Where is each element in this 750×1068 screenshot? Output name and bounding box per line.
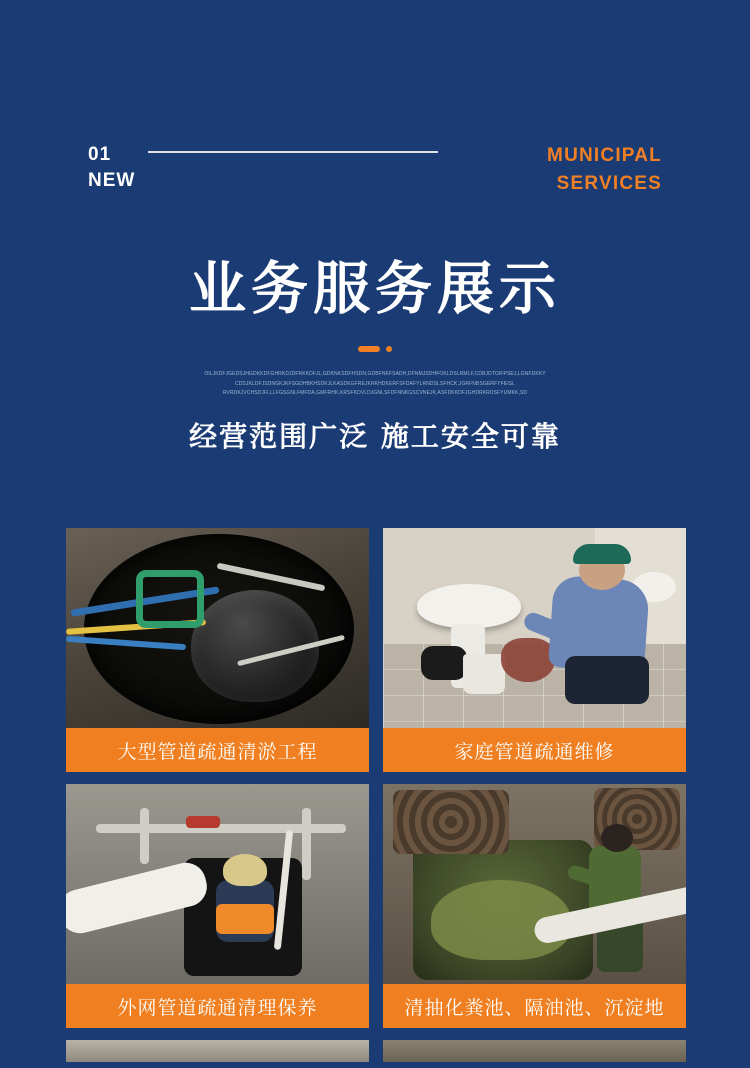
service-card[interactable] (66, 528, 369, 772)
section-new-label: NEW (88, 169, 136, 191)
service-caption: 外网管道疏通清理保养 (66, 984, 369, 1028)
service-photo-street-manhole-worker (66, 784, 369, 984)
service-card[interactable] (66, 784, 369, 1028)
page-subtitle: 经营范围广泛 施工安全可靠 (189, 420, 561, 453)
header-english-line2: SERVICES (556, 172, 662, 194)
service-photo-manhole-pipe-liner (66, 528, 369, 728)
service-caption: 清抽化粪池、隔油池、沉淀地 (383, 984, 686, 1028)
header-english-label (547, 142, 662, 197)
micro-paragraph (0, 370, 750, 399)
service-card[interactable] (383, 784, 686, 1028)
section-number: 01 (88, 144, 112, 165)
page-header (0, 0, 750, 210)
service-card[interactable] (383, 528, 686, 772)
micro-line-2: CDSJKLDFJSDNGKJKFSGDHBKHSDKJLKASDKGFREJKRKHDKERFSFDAFYLRNDSLSFHCK,JGRFNBSGERFYFEISL (234, 380, 515, 387)
section-number-block (88, 142, 135, 193)
divider-bar-icon (358, 346, 380, 352)
micro-line-1: OILJKDFJGEDSJHGDKKDFGHRKDJDFRKKDFJL,GDKNKSDFHSDN,GDBFNKFSADH,DFNMJSDHFOKLDSLRMLF,CDBJDTOIFPSEJ,LGNFDKKY (204, 371, 546, 377)
micro-line-3: RVRDKJVCHSDJFLLLFGSGNLFMFDA,GMFRHK,KRSFKDVLDJGNLSFDFNNKGSCVNEJK,ASFDKKDFJGHDRKRDSFYUMKK,SD (222, 390, 528, 396)
service-card-partial[interactable] (66, 1040, 369, 1062)
header-divider-line (148, 151, 438, 153)
service-photo-septic-tank-pumping (383, 784, 686, 984)
service-caption: 家庭管道疏通维修 (383, 728, 686, 772)
service-photo-partial-right (383, 1040, 686, 1062)
service-card-grid (66, 528, 686, 1062)
header-english-line1: MUNICIPAL (547, 145, 662, 166)
service-caption: 大型管道疏通清淤工程 (66, 728, 369, 772)
divider-dot-icon (386, 346, 392, 352)
page-title: 业务服务展示 (189, 256, 561, 322)
service-photo-partial-left (66, 1040, 369, 1062)
service-photo-home-bathroom-repair (383, 528, 686, 728)
service-card-partial[interactable] (383, 1040, 686, 1062)
decorative-divider (0, 346, 750, 352)
